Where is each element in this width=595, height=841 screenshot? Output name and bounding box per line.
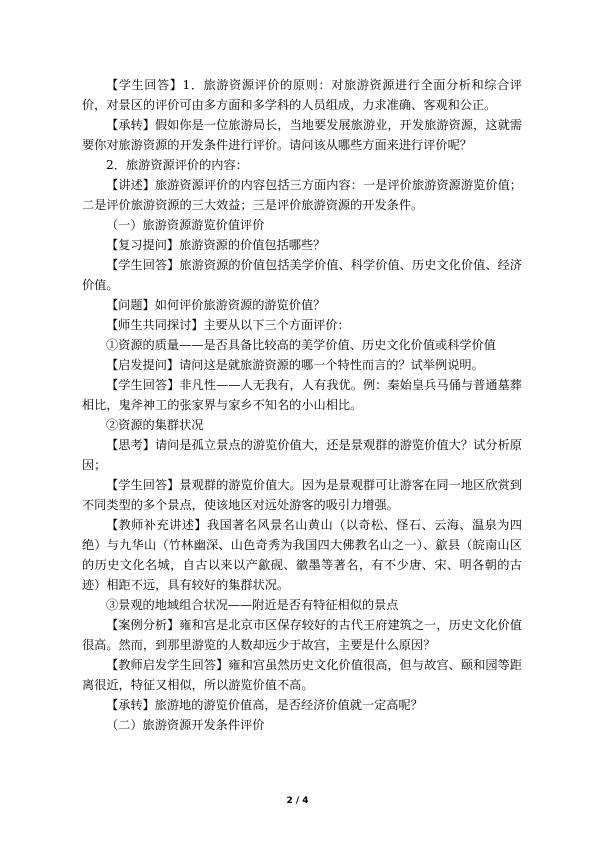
paragraph: 【学生回答】旅游资源的价值包括美学价值、科学价值、历史文化价值、经济价值。 [82, 258, 522, 292]
paragraph: 【师生共同探讨】主要从以下三个方面评价： [106, 318, 350, 332]
page-number: 2 / 4 [286, 796, 309, 806]
paragraph: （二）旅游资源开发条件评价 [106, 718, 265, 732]
paragraph: 【教师启发学生回答】雍和宫虽然历史文化价值很高，但与故宫、颐和园等距离很近，特征又相似，所以游览价值不高。 [82, 658, 522, 692]
page-body [82, 75, 522, 735]
paragraph: 【承转】旅游地的游览价值高，是否经济价值就一定高呢？ [106, 698, 423, 712]
paragraph: 【思考】请问是孤立景点的游览价值大，还是景观群的游览价值大？试分析原因； [82, 438, 522, 472]
paragraph: 2．旅游资源评价的内容： [106, 158, 248, 172]
paragraph: 【学生回答】1．旅游资源评价的原则：对旅游资源进行全面分析和综合评价，对景区的评价可由多方面和多学科的人员组成，力求准确、客观和公正。 [82, 78, 522, 112]
paragraph: 【学生回答】景观群的游览价值大。因为是景观群可让游客在同一地区欣赏到不同类型的多个景点，使该地区对远处游客的吸引力增强。 [82, 478, 522, 512]
paragraph: 【承转】假如你是一位旅游局长，当地要发展旅游业，开发旅游资源，这就需要你对旅游资源的开发条件进行评价。请问该从哪些方面来进行评价呢？ [82, 118, 522, 152]
paragraph: 【问题】如何评价旅游资源的游览价值？ [106, 298, 326, 312]
paragraph: 【学生回答】非凡性——人无我有，人有我优。例：秦始皇兵马俑与普通墓葬相比，鬼斧神工的张家界与家乡不知名的小山相比。 [82, 378, 522, 412]
paragraph: ②资源的集群状况 [106, 418, 204, 432]
paragraph: 【教师补充讲述】我国著名风景名山黄山（以奇松、怪石、云海、温泉为四绝）与九华山（竹林幽深、山色奇秀为我国四大佛教名山之一）、歙县（皖南山区的历史文化名城，自古以来以产歙砚、徽墨等著名，有不少唐、宋、明各朝的古迹）相距不远，具有较好的集群状况。 [82, 518, 522, 592]
paragraph: ③景观的地域组合状况——附近是否有特征相似的景点 [106, 598, 399, 612]
paragraph: ①资源的质量——是否具备比较高的美学价值、历史文化价值或科学价值 [106, 338, 496, 352]
paragraph: 【启发提问】请问这是就旅游资源的哪一个特性而言的？试举例说明。 [106, 358, 484, 372]
paragraph: 【讲述】旅游资源评价的内容包括三方面内容：一是评价旅游资源游览价值；二是评价旅游资源的三大效益；三是评价旅游资源的开发条件。 [82, 178, 522, 212]
paragraph: （一）旅游资源游览价值评价 [106, 218, 265, 232]
paragraph: 【复习提问】旅游资源的价值包括哪些？ [106, 238, 326, 252]
paragraph: 【案例分析】雍和宫是北京市区保存较好的古代王府建筑之一，历史文化价值很高。然而，到那里游览的人数却远少于故宫，主要是什么原因？ [82, 618, 522, 652]
